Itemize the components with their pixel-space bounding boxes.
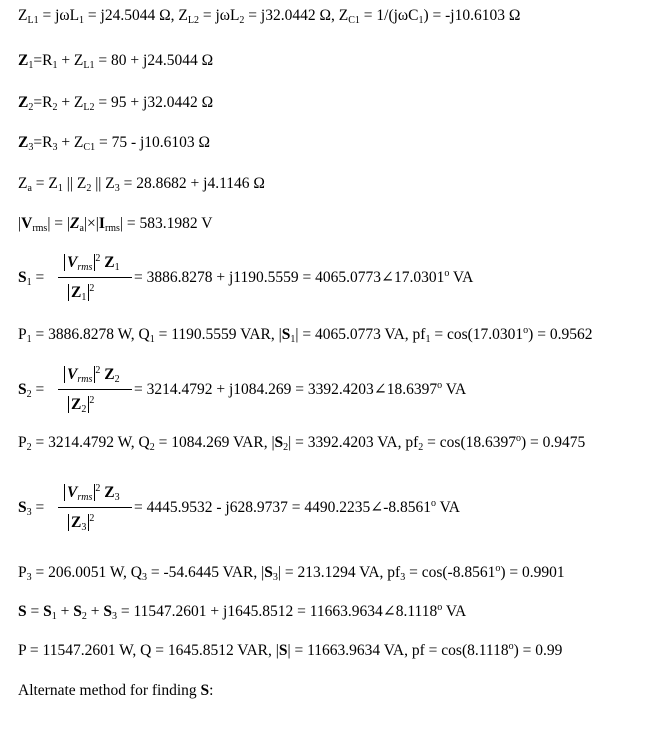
z1-equation: $Z_1=R_1 + Z_{L1} = 80 + j24.5044$ Ω	[18, 52, 214, 71]
s2-power-summary: $P_2 = 3214.4792$ W, $Q_2 = 1084.269$ VAR, $|S_2| = 3392.4203$ VA, $pf_2 = \cos(18.6397^o) = 0.9475$	[18, 433, 586, 453]
zc1-value: -j10.6103 Ω	[445, 7, 521, 24]
zl1-value: j24.5044 Ω	[100, 7, 171, 24]
total-power-summary: P = 11547.2601 W, Q = 1645.8512 VAR, |S| = 11663.9634 VA, pf = $\cos(8.1118^o) = 0.99$	[18, 641, 563, 659]
s1-result: = $3886.8278 + j1190.5559 = 4065.0773\angle 17.0301^o$ VA	[134, 268, 474, 286]
z2-equation: $Z_2=R_2 + Z_{L2} = 95 + j32.0442$ Ω	[18, 94, 214, 113]
s-total-equation: $S = S_1 + S_2 + S_3 = 11547.2601 + j1645.8512$ = $11663.9634\angle 8.1118^o$ VA	[18, 602, 467, 622]
s3-power-summary: $P_3 = 206.0051$ W, $Q_3 = -54.6445$ VAR, $|S_3| = 213.1294$ VA, $pf_3 = \cos(-8.8561^o) = 0.9901$	[18, 563, 565, 583]
za-equation: $Z_a = Z_1$ || $Z_2$ || $Z_3 = 28.8682 + j4.1146$ Ω	[18, 175, 265, 194]
vrms-equation: $|V_{rms}| = |Z_a|\times|I_{rms}| = 583.1982$ V	[18, 215, 213, 234]
z3-value: 75 - j10.6103 Ω	[111, 134, 211, 151]
z3-equation: $Z_3=R_3 + Z_{C1} = 75 - j10.6103$ Ω	[18, 134, 211, 153]
zl2-value: j32.0442 Ω	[260, 7, 331, 24]
s1-lhs: $S_1$ =	[18, 269, 45, 288]
s3-result: = $4445.9532 - j628.9737 = 4490.2235\angle-8.8561^o$ VA	[134, 498, 460, 516]
vrms-value: 583.1982 V	[139, 215, 213, 232]
s3-lhs: $S_3$ =	[18, 499, 45, 518]
alternate-method-heading: Alternate method for finding S:	[18, 682, 214, 699]
za-value: 28.8682 + j4.1146 Ω	[136, 175, 265, 192]
s2-lhs: $S_2$ =	[18, 381, 45, 400]
s2-result: = $3214.4792 + j1084.269 = 3392.4203\angle 18.6397^o$ VA	[134, 380, 467, 398]
reactance-definitions: $Z_{L1} = j\omega L_1 = j24.5044$ Ω, $Z_{L2} = j\omega L_2 = j32.0442$ Ω, $Z_{C1} = 1/(j\omega C_1) = -j10.6103$ Ω	[18, 7, 521, 26]
s2-fraction: $V_{rms}^2$ $Z_2$ $Z_2^2$	[58, 359, 132, 421]
z2-value: 95 + j32.0442 Ω	[111, 94, 214, 111]
s1-power-summary: $P_1 = 3886.8278$ W, $Q_1 = 1190.5559$ VAR, $|S_1| = 4065.0773$ VA, $pf_1 = \cos(17.0301^o) = 0.9562$	[18, 325, 593, 345]
s3-fraction: $V_{rms}^2$ $Z_3$ $Z_3^2$	[58, 477, 132, 539]
s1-fraction: $V_{rms}^2$ $Z_1$ $Z_1^2$	[58, 247, 132, 309]
z1-value: 80 + j24.5044 Ω	[111, 52, 214, 69]
